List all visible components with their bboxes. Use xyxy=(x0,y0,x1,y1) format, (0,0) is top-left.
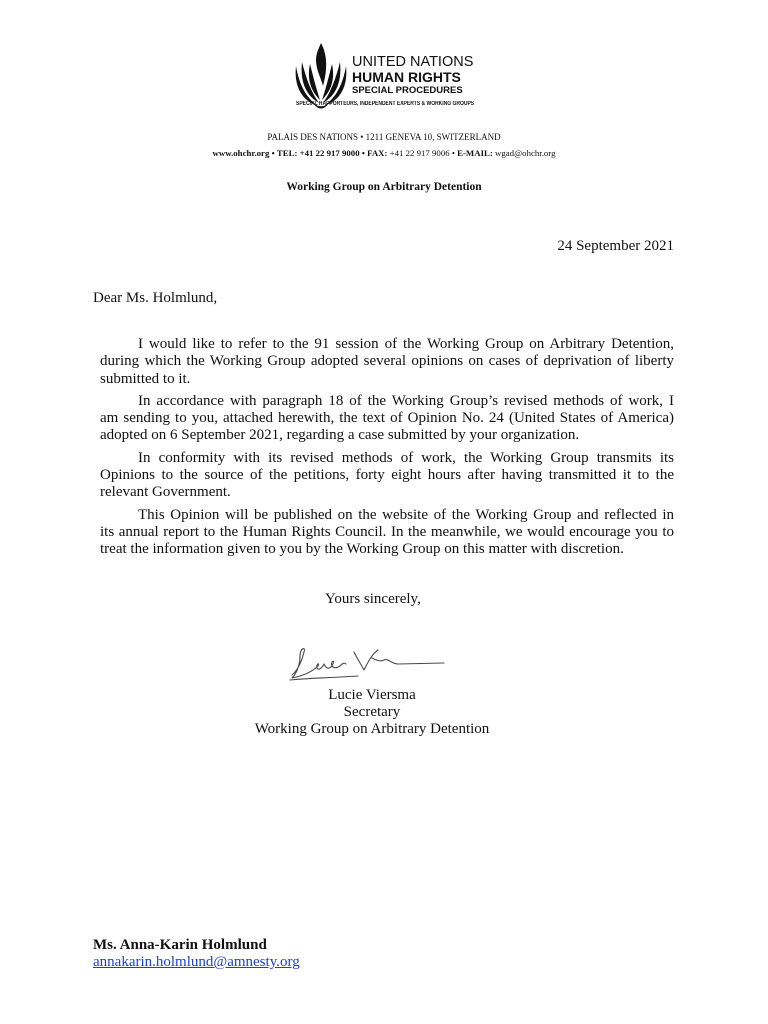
emblem-shapes xyxy=(296,43,347,109)
contact-line xyxy=(0,148,768,158)
body-paragraph xyxy=(100,507,674,559)
fax-number: +41 22 917 9006 xyxy=(389,148,450,158)
separator-bullet: • xyxy=(361,148,365,158)
paragraph-line: I would like to refer to the 91 session of the Working Group on Arbitrary Detention, xyxy=(138,336,674,352)
org-unit-line: SPECIAL PROCEDURES xyxy=(352,85,463,96)
paragraph-line: am sending to you, attached herewith, the text of Opinion No. 24 (United States of America) xyxy=(100,410,674,427)
org-tagline: SPECIAL RAPPORTEURS, INDEPENDENT EXPERTS & WORKING GROUPS xyxy=(296,101,475,107)
tel-label: TEL: xyxy=(276,148,298,158)
body-paragraph xyxy=(100,393,674,445)
paragraph-line: In accordance with paragraph 18 of the Working Group’s revised methods of work, I xyxy=(138,392,674,409)
separator-bullet: • xyxy=(271,148,275,158)
fax-label: FAX: xyxy=(367,148,388,158)
body-paragraph xyxy=(100,336,674,388)
email-label: E-MAIL: xyxy=(457,148,493,158)
emblem-flame xyxy=(316,43,326,86)
paragraph-line: submitted to it. xyxy=(100,370,191,387)
paragraph-line: Opinions to the source of the petitions, forty eight hours after having transmitted it to the xyxy=(100,467,674,484)
paragraph-line: relevant Government. xyxy=(100,484,231,501)
paragraph-line: during which the Working Group adopted several opinions on cases of deprivation of liberty xyxy=(100,353,674,370)
separator-bullet: • xyxy=(451,148,455,158)
paragraph-line: In conformity with its revised methods of work, the Working Group transmits its xyxy=(138,449,674,466)
org-name-line: UNITED NATIONS xyxy=(352,54,474,70)
email-text: wgad@ohchr.org xyxy=(495,148,556,158)
paragraph-line: treat the information given to you by the Working Group on this matter with discretion. xyxy=(100,541,624,558)
recipient-email-link[interactable]: annakarin.holmlund@amnesty.org xyxy=(93,954,300,970)
website-text: www.ohchr.org xyxy=(212,148,270,158)
postal-address: PALAIS DES NATIONS • 1211 GENEVA 10, SWITZERLAND xyxy=(267,132,501,142)
paragraph-line: adopted on 6 September 2021, regarding a case submitted by your organization. xyxy=(100,427,580,444)
signature-strokes xyxy=(290,649,444,680)
signature-stroke xyxy=(292,649,346,678)
org-division-line: HUMAN RIGHTS xyxy=(352,69,461,85)
signature-stroke xyxy=(354,650,378,670)
signatory-name: Lucie Viersma xyxy=(328,687,416,703)
closing: Yours sincerely, xyxy=(325,591,421,607)
signatory-title: Secretary xyxy=(343,704,401,720)
handwritten-signature xyxy=(288,640,448,686)
signatory-unit: Working Group on Arbitrary Detention xyxy=(254,721,490,737)
paragraph-line: This Opinion will be published on the website of the Working Group and reflected in xyxy=(138,506,674,523)
salutation: Dear Ms. Holmlund, xyxy=(93,290,218,306)
body-paragraph xyxy=(100,450,674,502)
department-title: Working Group on Arbitrary Detention xyxy=(286,181,482,193)
paragraph-line: its annual report to the Human Rights Council. In the meanwhile, we would encourage you to xyxy=(100,523,674,540)
signature-stroke xyxy=(372,658,444,664)
signature-stroke xyxy=(290,676,358,680)
tel-number: +41 22 917 9000 xyxy=(299,148,360,158)
recipient-name: Ms. Anna-Karin Holmlund xyxy=(93,937,267,953)
un-human-rights-emblem-icon xyxy=(294,40,348,110)
letter-date: 24 September 2021 xyxy=(557,238,674,254)
signatory-block xyxy=(172,687,572,738)
letter-body xyxy=(100,336,674,564)
